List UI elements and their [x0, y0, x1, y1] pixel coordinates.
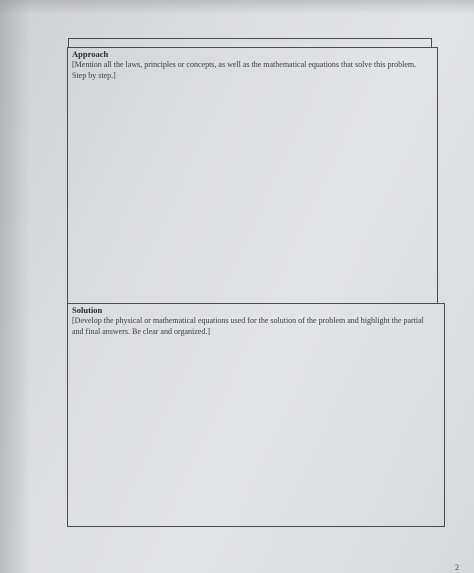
solution-title: Solution [72, 305, 103, 315]
paper-shadow-top [0, 0, 474, 14]
approach-section [67, 47, 438, 304]
page-number: 2 [455, 563, 459, 572]
approach-description: [Mention all the laws, principles or concepts, as well as the mathematical equations that solve this problem. Step by step.] [72, 60, 417, 80]
solution-section [67, 303, 445, 527]
solution-description: [Develop the physical or mathematical equations used for the solution of the problem and highlight the partial and final answers. Be clear and organized.] [72, 316, 424, 336]
paper-shadow-left [0, 0, 30, 573]
approach-title: Approach [72, 49, 109, 59]
